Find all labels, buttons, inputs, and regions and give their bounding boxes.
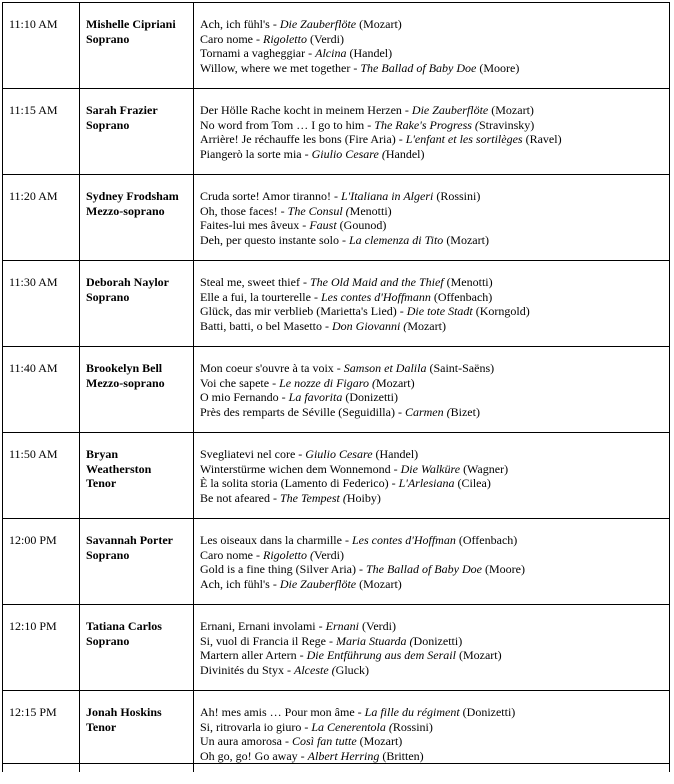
repertoire-list — [194, 261, 669, 333]
time-cell — [3, 89, 80, 175]
composer: (Offenbach) — [430, 289, 493, 304]
composer: (Rossini) — [433, 189, 481, 203]
voice-type: Mezzo-soprano — [86, 203, 165, 218]
repertoire-item — [200, 17, 669, 32]
repertoire-item — [200, 533, 669, 548]
composer: Hoiby) — [346, 490, 381, 505]
repertoire-item — [200, 634, 669, 649]
performer — [80, 433, 193, 491]
aria-title: È la solita storia (Lamento di Federico) - — [200, 476, 399, 490]
repertoire-cell — [194, 605, 670, 691]
opera-title: The Consul ( — [287, 203, 350, 218]
aria-title: Willow, where we met together - — [200, 60, 361, 75]
repertoire-item — [200, 290, 669, 305]
aria-title: Caro nome - — [200, 547, 263, 562]
composer: (Handel) — [372, 447, 419, 461]
repertoire-item — [200, 447, 669, 462]
aria-title: Svegliatevi nel core - — [200, 447, 306, 461]
repertoire-item — [200, 577, 669, 592]
repertoire-item — [200, 32, 669, 47]
repertoire-cell — [194, 691, 670, 764]
performer — [80, 691, 193, 734]
repertoire-item — [200, 476, 669, 491]
composer: (Donizetti) — [342, 390, 398, 404]
composer: (Wagner) — [460, 461, 509, 476]
opera-title: Die Zauberflöte — [411, 103, 489, 117]
aria-title: Be not afeared - — [200, 490, 280, 505]
aria-title: Arrière! Je réchauffe les bons (Fire Aria) - — [200, 132, 406, 146]
performer — [80, 347, 193, 390]
repertoire-cell — [194, 347, 670, 433]
time-cell — [3, 261, 80, 347]
performer-name: Savannah Porter — [86, 533, 173, 547]
composer: Handel) — [385, 146, 425, 161]
table-row — [3, 764, 670, 772]
performer — [80, 89, 193, 132]
voice-type: Soprano — [86, 547, 130, 562]
schedule-table — [2, 2, 670, 772]
repertoire-cell — [194, 175, 670, 261]
performer-cell — [80, 347, 194, 433]
composer: Mozart) — [407, 318, 446, 333]
composer: Mozart) — [375, 375, 415, 390]
composer: (Handel) — [346, 46, 393, 60]
repertoire-item — [200, 562, 669, 577]
performer-cell — [80, 3, 194, 89]
repertoire-item — [200, 619, 669, 634]
performer — [80, 261, 193, 304]
repertoire-list — [194, 347, 669, 419]
performer-name: Bryan — [86, 447, 119, 461]
repertoire-item — [200, 204, 669, 219]
performer — [80, 3, 193, 46]
time-cell — [3, 519, 80, 605]
opera-title: Samson et Dalila — [343, 361, 427, 375]
performer-cell — [80, 691, 194, 764]
performer-name: Sarah Frazier — [86, 103, 158, 117]
composer: (Verdi) — [358, 619, 396, 633]
aria-title: Voi che sapete - — [200, 375, 280, 390]
performer-cell — [80, 605, 194, 691]
schedule-body — [3, 3, 670, 772]
composer: (Saint-Saëns) — [426, 361, 495, 375]
composer: (Offenbach) — [455, 533, 518, 547]
voice-type: Mezzo-soprano — [86, 375, 165, 390]
composer: Rossini) — [392, 719, 433, 734]
aria-title: Batti, batti, o bel Masetto - — [200, 318, 332, 333]
aria-title: Cruda sorte! Amor tiranno! - — [200, 189, 341, 203]
table-row — [3, 605, 670, 691]
performer-cell — [80, 175, 194, 261]
opera-title: Giulio Cesare ( — [311, 146, 386, 161]
repertoire-cell — [194, 519, 670, 605]
aria-title: Si, vuol di Francia il Rege - — [200, 633, 336, 648]
performer-name: Deborah Naylor — [86, 275, 169, 289]
performer — [80, 605, 193, 648]
voice-type: Soprano — [86, 633, 130, 648]
performer-name: Sydney Frodsham — [86, 189, 179, 203]
composer: Bizet) — [450, 404, 480, 419]
time-slot: 11:50 AM — [9, 447, 58, 461]
repertoire-item — [200, 319, 669, 334]
table-row — [3, 347, 670, 433]
opera-title: Alceste ( — [294, 662, 336, 677]
opera-title: Les contes d'Hoffman — [351, 533, 456, 547]
performer — [80, 519, 193, 562]
repertoire-item — [200, 720, 669, 735]
aria-title: O mio Fernando - — [200, 390, 289, 404]
voice-type: Soprano — [86, 289, 130, 304]
voice-type: Soprano — [86, 31, 130, 46]
voice-type: Tenor — [86, 476, 117, 490]
repertoire-item — [200, 233, 669, 248]
opera-title: Alcina — [315, 46, 347, 60]
performer-name: Mishelle Cipriani — [86, 17, 176, 31]
opera-title: Carmen ( — [404, 404, 451, 419]
aria-title: Les oiseaux dans la charmille - — [200, 533, 352, 547]
time-slot: 12:15 PM — [9, 705, 57, 719]
aria-title: Ach, ich fühl's - — [200, 17, 280, 31]
repertoire-item — [200, 491, 669, 506]
repertoire-list — [194, 605, 669, 677]
opera-title: Le nozze di Figaro ( — [279, 375, 376, 390]
repertoire-list — [194, 519, 669, 591]
opera-title: Maria Stuarda ( — [335, 633, 414, 648]
composer: (Moore) — [476, 60, 520, 75]
repertoire-item — [200, 218, 669, 233]
composer: (Britten) — [379, 748, 424, 763]
aria-title: Gold is a fine thing (Silver Aria) - — [200, 562, 366, 576]
repertoire-item — [200, 405, 669, 420]
aria-title: No word from Tom … I go to him - — [200, 117, 375, 132]
performer-cell — [80, 519, 194, 605]
repertoire-cell — [194, 3, 670, 89]
empty-cell — [194, 764, 670, 772]
table-row — [3, 89, 670, 175]
composer: Gluck) — [335, 662, 369, 677]
performer-name: Tatiana Carlos — [86, 619, 162, 633]
repertoire-list — [194, 433, 669, 505]
aria-title: Martern aller Artern - — [200, 648, 307, 662]
composer: (Cilea) — [454, 476, 491, 490]
opera-title: Les contes d'Hoffmann — [320, 289, 431, 304]
repertoire-item — [200, 147, 669, 162]
repertoire-item — [200, 548, 669, 563]
opera-title: Albert Herring — [307, 748, 380, 763]
empty-cell — [80, 764, 194, 772]
aria-title: Glück, das mir verblieb (Marietta's Lied) - — [200, 304, 407, 318]
repertoire-cell — [194, 261, 670, 347]
performer-cell — [80, 89, 194, 175]
repertoire-item — [200, 132, 669, 147]
voice-type: Tenor — [86, 719, 117, 734]
time-cell — [3, 605, 80, 691]
opera-title: La Cenerentola ( — [311, 719, 393, 734]
aria-title: Divinités du Styx - — [200, 662, 295, 677]
composer: (Mozart) — [356, 576, 402, 591]
repertoire-item — [200, 663, 669, 678]
repertoire-item — [200, 734, 669, 749]
repertoire-item — [200, 304, 669, 319]
aria-title: Steal me, sweet thief - — [200, 275, 310, 289]
table-row — [3, 433, 670, 519]
opera-title: L'enfant et les sortilèges — [405, 132, 523, 146]
time-cell — [3, 691, 80, 764]
aria-title: Oh, those faces! - — [200, 203, 288, 218]
time-cell — [3, 175, 80, 261]
aria-title: Ernani, Ernani involami - — [200, 619, 326, 633]
aria-title: Winterstürme wichen dem Wonnemond - — [200, 461, 401, 476]
performer-cell — [80, 261, 194, 347]
performer-name: Weatherston — [86, 461, 152, 476]
opera-title: L'Italiana in Algeri — [340, 189, 434, 203]
voice-type: Soprano — [86, 117, 130, 132]
repertoire-list — [194, 691, 669, 763]
aria-title: Mon coeur s'ouvre à ta voix - — [200, 361, 344, 375]
opera-title: The Ballad of Baby Doe — [360, 60, 477, 75]
opera-title: La favorita — [288, 390, 343, 404]
composer: (Mozart) — [455, 648, 502, 662]
composer: Donizetti) — [413, 633, 463, 648]
table-row — [3, 691, 670, 764]
composer: Stravinsky) — [478, 117, 535, 132]
repertoire-list — [194, 3, 669, 75]
performer — [80, 175, 193, 218]
opera-title: Die Zauberflöte — [279, 576, 357, 591]
table-row — [3, 3, 670, 89]
repertoire-item — [200, 705, 669, 720]
opera-title: The Ballad of Baby Doe — [365, 562, 482, 576]
time-slot: 11:15 AM — [9, 103, 58, 117]
composer: (Ravel) — [522, 132, 562, 146]
opera-title: Die Walküre — [400, 461, 461, 476]
repertoire-item — [200, 749, 669, 764]
table-row — [3, 519, 670, 605]
opera-title: Die tote Stadt — [406, 304, 473, 318]
opera-title: Die Zauberflöte — [279, 17, 357, 31]
table-row — [3, 261, 670, 347]
aria-title: Près des remparts de Séville (Seguidilla) - — [200, 404, 405, 419]
opera-title: The Old Maid and the Thief — [309, 275, 444, 289]
opera-title: La fille du régiment — [364, 705, 460, 719]
repertoire-list — [194, 89, 669, 161]
composer: (Verdi) — [306, 31, 344, 46]
repertoire-item — [200, 189, 669, 204]
repertoire-item — [200, 118, 669, 133]
repertoire-cell — [194, 89, 670, 175]
opera-title: Die Entführung aus dem Serail — [306, 648, 456, 662]
aria-title: Un aura amorosa - — [200, 734, 292, 748]
aria-title: Elle a fui, la tourterelle - — [200, 289, 321, 304]
time-slot: 12:00 PM — [9, 533, 57, 547]
repertoire-item — [200, 361, 669, 376]
time-slot: 11:40 AM — [9, 361, 58, 375]
repertoire-item — [200, 462, 669, 477]
aria-title: Oh go, go! Go away - — [200, 748, 308, 763]
opera-title: Ernani — [325, 619, 359, 633]
opera-title: Don Giovanni ( — [331, 318, 408, 333]
composer: (Mozart) — [356, 734, 403, 748]
opera-title: The Tempest ( — [279, 490, 347, 505]
composer: (Mozart) — [443, 232, 489, 247]
repertoire-cell — [194, 433, 670, 519]
aria-title: Der Hölle Rache kocht in meinem Herzen - — [200, 103, 412, 117]
aria-title: Ach, ich fühl's - — [200, 576, 280, 591]
opera-title: Rigoletto — [262, 31, 307, 46]
repertoire-list — [194, 175, 669, 247]
aria-title: Faites-lui mes âveux - — [200, 218, 310, 232]
repertoire-item — [200, 376, 669, 391]
empty-cell — [3, 764, 80, 772]
table-row — [3, 175, 670, 261]
composer: (Mozart) — [488, 103, 534, 117]
composer: (Moore) — [481, 562, 525, 576]
time-cell — [3, 3, 80, 89]
composer: (Donizetti) — [459, 705, 516, 719]
time-slot: 11:30 AM — [9, 275, 58, 289]
repertoire-item — [200, 275, 669, 290]
opera-title: L'Arlesiana — [398, 476, 455, 490]
time-slot: 11:20 AM — [9, 189, 58, 203]
repertoire-item — [200, 46, 669, 61]
composer: Menotti) — [349, 203, 392, 218]
opera-title: The Rake's Progress ( — [374, 117, 479, 132]
aria-title: Deh, per questo instante solo - — [200, 232, 349, 247]
repertoire-item — [200, 390, 669, 405]
composer: (Menotti) — [443, 275, 493, 289]
aria-title: Tornami a vagheggiar - — [200, 46, 316, 60]
composer: (Korngold) — [472, 304, 530, 318]
opera-title: Giulio Cesare — [305, 447, 373, 461]
repertoire-item — [200, 648, 669, 663]
time-slot: 12:10 PM — [9, 619, 57, 633]
opera-title: Così fan tutte — [291, 734, 357, 748]
aria-title: Piangerò la sorte mia - — [200, 146, 312, 161]
aria-title: Si, ritrovarla io giuro - — [200, 719, 312, 734]
composer: Verdi) — [313, 547, 344, 562]
performer-cell — [80, 433, 194, 519]
time-cell — [3, 347, 80, 433]
aria-title: Caro nome - — [200, 31, 263, 46]
repertoire-item — [200, 61, 669, 76]
repertoire-item — [200, 103, 669, 118]
opera-title: Faust — [309, 218, 337, 232]
composer: (Gounod) — [336, 218, 387, 232]
performer-name: Brookelyn Bell — [86, 361, 163, 375]
composer: (Mozart) — [356, 17, 402, 31]
performer-name: Jonah Hoskins — [86, 705, 162, 719]
time-slot: 11:10 AM — [9, 17, 58, 31]
aria-title: Ah! mes amis … Pour mon âme - — [200, 705, 365, 719]
time-cell — [3, 433, 80, 519]
opera-title: La clemenza di Tito — [348, 232, 444, 247]
opera-title: Rigoletto ( — [262, 547, 314, 562]
